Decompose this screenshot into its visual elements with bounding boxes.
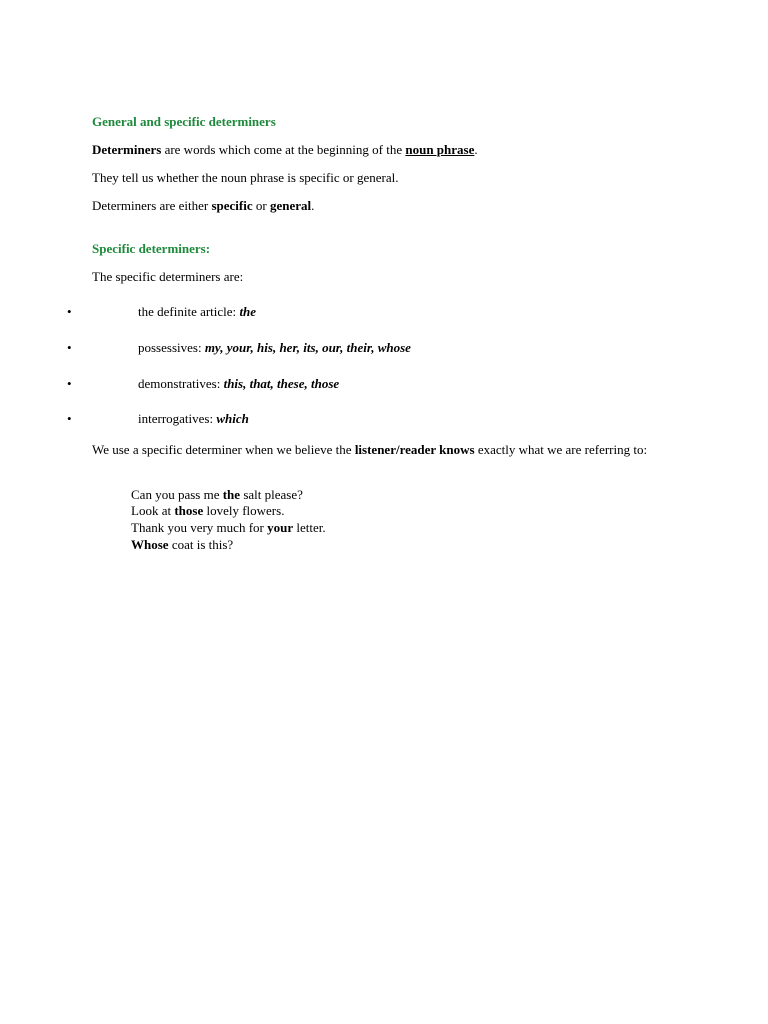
heading-specific-determiners: Specific determiners: [92, 241, 211, 256]
list-item-label: possessives: [138, 340, 205, 355]
example-before: Look at [131, 503, 175, 518]
example-after: lovely flowers. [203, 503, 285, 518]
bullet-icon: • [67, 376, 72, 391]
either-text-start: Determiners are either [92, 198, 212, 213]
example-sentence [131, 519, 326, 536]
example-determiner: the [222, 487, 241, 502]
either-or: or [252, 198, 270, 213]
list-item-examples: this, that, these, those [223, 376, 340, 391]
example-after: letter. [293, 520, 326, 535]
list-item-text [138, 340, 411, 356]
list-item-text [138, 376, 339, 392]
list-item-label: demonstratives: [138, 376, 224, 391]
specific-word: specific [211, 198, 253, 213]
bullet-icon: • [67, 340, 72, 355]
usage-emphasis: listener/reader knows [354, 442, 475, 457]
list-item-label: the definite article: [138, 304, 240, 319]
list-item-text [138, 411, 249, 427]
heading-general-specific: General and specific determiners [92, 114, 276, 129]
general-word: general [269, 198, 312, 213]
intro-term: Determiners [92, 142, 162, 157]
example-before: Can you pass me [131, 487, 223, 502]
specific-general-line: They tell us whether the noun phrase is specific or general. [92, 170, 399, 185]
intro-paragraph [92, 142, 478, 158]
list-item [0, 304, 768, 320]
example-before: Thank you very much for [131, 520, 268, 535]
bullet-icon: • [67, 411, 72, 426]
bullet-icon: • [67, 304, 72, 319]
list-item-examples: which [216, 411, 249, 426]
noun-phrase-link[interactable]: noun phrase [405, 142, 475, 157]
intro-text-end: . [474, 142, 478, 157]
list-item-label: interrogatives: [138, 411, 217, 426]
example-sentence [131, 536, 233, 553]
list-item [0, 411, 768, 427]
example-determiner: Whose [131, 537, 169, 552]
list-item [0, 340, 768, 356]
list-item-examples: my, your, his, her, its, our, their, whose [204, 340, 411, 355]
either-line [92, 198, 314, 214]
example-after: salt please? [240, 487, 303, 502]
example-after: coat is this? [168, 537, 234, 552]
list-item-examples: the [239, 304, 257, 319]
usage-text-start: We use a specific determiner when we believe the [92, 442, 355, 457]
example-sentence [131, 502, 284, 519]
intro-text-mid: are words which come at the beginning of the [161, 142, 406, 157]
usage-paragraph [92, 441, 692, 458]
example-determiner: your [267, 520, 294, 535]
list-item-text [138, 304, 256, 320]
specific-intro: The specific determiners are: [92, 269, 244, 284]
example-determiner: those [174, 503, 204, 518]
usage-text-end: exactly what we are referring to: [474, 442, 648, 457]
list-item [0, 376, 768, 392]
either-end: . [311, 198, 315, 213]
example-sentence [131, 486, 303, 503]
